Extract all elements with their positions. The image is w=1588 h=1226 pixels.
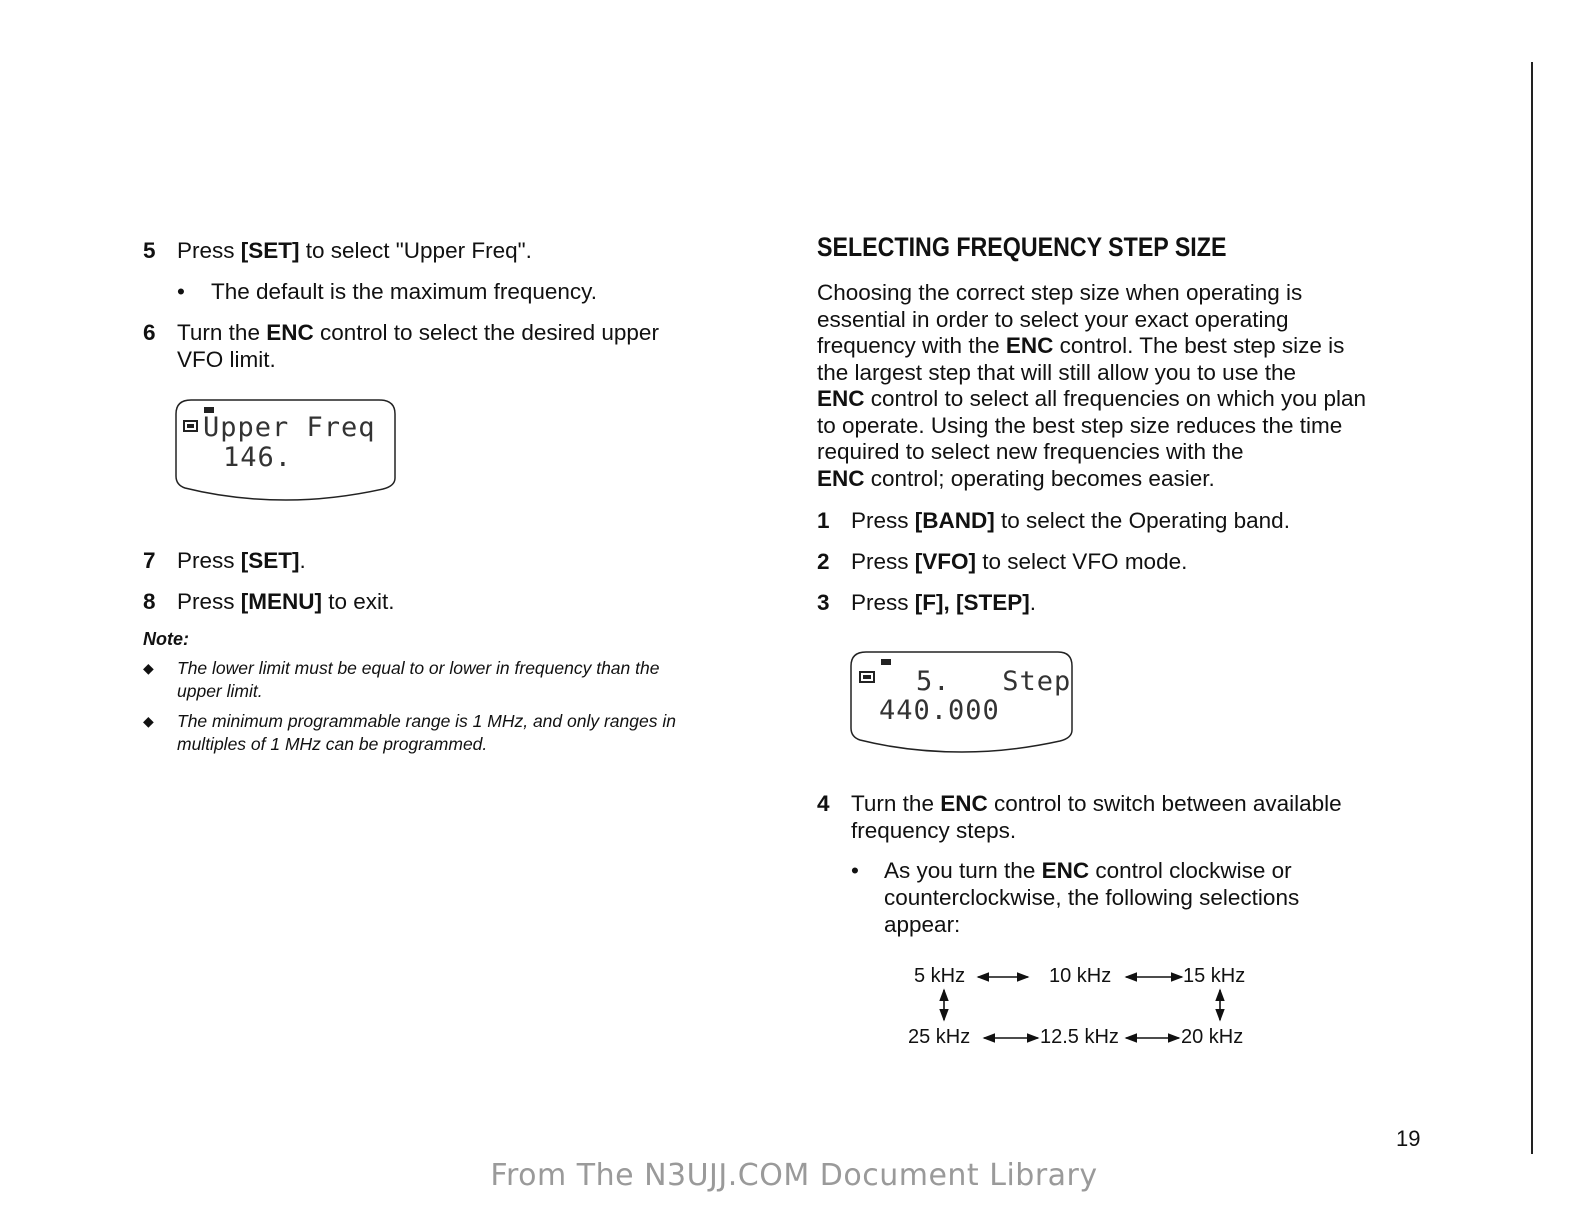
freq-label: 12.5 kHz — [1040, 1026, 1119, 1048]
key-label: [F], [STEP] — [914, 590, 1030, 615]
step-number: 4 — [817, 791, 830, 816]
para-text: control; operating becomes easier. — [864, 465, 1215, 491]
lcd-line-1: Upper Freq — [203, 412, 376, 443]
bullet-dot: • — [851, 858, 859, 883]
step-text: to exit. — [322, 589, 395, 614]
step-number: 1 — [817, 508, 830, 533]
step-number: 5 — [143, 238, 156, 263]
step-text: Press — [851, 508, 915, 533]
lcd-display-step — [848, 648, 1076, 754]
note-text: multiples of 1 MHz can be programmed. — [177, 734, 488, 754]
step-number: 3 — [817, 590, 830, 615]
note-label: Note: — [143, 629, 189, 649]
key-label: [VFO] — [914, 549, 977, 574]
step-text: to select "Upper Freq". — [299, 238, 532, 263]
para-line: the largest step that will still allow you to use the — [817, 359, 1296, 385]
bullet-dot: • — [177, 279, 185, 304]
key-label: ENC — [1005, 333, 1054, 358]
note-text: upper limit. — [177, 681, 263, 701]
para-line: required to select new frequencies with the — [817, 439, 1244, 464]
cycle-arrows — [900, 960, 1270, 1060]
step-text: . — [1029, 590, 1037, 615]
key-label: ENC — [266, 320, 314, 345]
step-text: VFO limit. — [177, 347, 276, 372]
freq-label: 25 kHz — [908, 1026, 971, 1048]
key-label: [MENU] — [240, 589, 322, 614]
para-text: control to select all frequencies on which you plan — [864, 386, 1367, 411]
diamond-bullet-icon: ◆ — [143, 713, 154, 729]
para-line — [817, 333, 1366, 360]
step-text: Turn the — [177, 320, 267, 345]
step-text: . — [299, 548, 306, 573]
key-label: ENC — [1041, 858, 1090, 883]
lcd-line-2: 440.000 — [879, 695, 1000, 726]
bullet-text: control clockwise or — [1089, 858, 1292, 883]
para-line: essential in order to select your exact operating — [817, 306, 1289, 332]
step-size-cycle-diagram — [900, 960, 1270, 1060]
step-text: Press — [851, 549, 915, 574]
freq-label: 20 kHz — [1181, 1026, 1244, 1048]
step-text: control to switch between available — [987, 791, 1342, 816]
page-edge-rule — [1531, 62, 1533, 1154]
para-line: Choosing the correct step size when operating is — [817, 280, 1303, 305]
lcd-line-1: 5. Step — [916, 666, 1072, 697]
para-line: to operate. Using the best step size reduces the time — [817, 412, 1343, 438]
step-text: Press — [177, 589, 241, 614]
section-heading: SELECTING FREQUENCY STEP SIZE — [817, 232, 1227, 262]
bullet-text: The default is the maximum frequency. — [211, 279, 598, 304]
bullet-text: appear: — [884, 912, 961, 937]
lcd-line-2: 146. — [223, 442, 293, 473]
para-text: control. The best step size is — [1053, 333, 1345, 358]
key-label: [SET] — [240, 238, 300, 263]
step-text: to select VFO mode. — [976, 549, 1188, 574]
step-text: Press — [177, 238, 241, 263]
step-text: frequency steps. — [851, 818, 1017, 843]
key-label: ENC — [940, 791, 988, 816]
lcd-display-upper-freq — [173, 396, 399, 502]
step-number: 6 — [143, 320, 156, 345]
freq-label: 10 kHz — [1049, 965, 1112, 987]
para-text: frequency with the — [817, 333, 1006, 358]
step-number: 8 — [143, 589, 156, 614]
step-text: Press — [851, 590, 915, 615]
para-line — [817, 386, 1366, 413]
step-text: to select the Operating band. — [994, 508, 1290, 533]
step-text: Turn the — [851, 791, 941, 816]
bullet-text: counterclockwise, the following selections — [884, 885, 1300, 910]
freq-label: 15 kHz — [1183, 965, 1246, 987]
para-line — [817, 466, 1366, 493]
note-text: The minimum programmable range is 1 MHz, and only ranges in — [177, 711, 676, 731]
note-text: The lower limit must be equal to or lower in frequency than the — [177, 658, 660, 678]
intro-paragraph — [817, 280, 1366, 492]
key-label: ENC — [817, 386, 865, 411]
diamond-bullet-icon: ◆ — [143, 660, 154, 676]
footer-watermark: From The N3UJJ.COM Document Library — [490, 1158, 1098, 1193]
step-text: control to select the desired upper — [313, 320, 659, 345]
key-label: [BAND] — [914, 508, 995, 533]
step-text: Press — [177, 548, 241, 573]
bullet-text: As you turn the — [884, 858, 1042, 883]
step-number: 2 — [817, 549, 830, 574]
step-number: 7 — [143, 548, 156, 573]
key-label: ENC — [817, 465, 865, 491]
page-number: 19 — [1396, 1126, 1421, 1151]
key-label: [SET] — [240, 548, 300, 573]
freq-label: 5 kHz — [914, 965, 966, 987]
